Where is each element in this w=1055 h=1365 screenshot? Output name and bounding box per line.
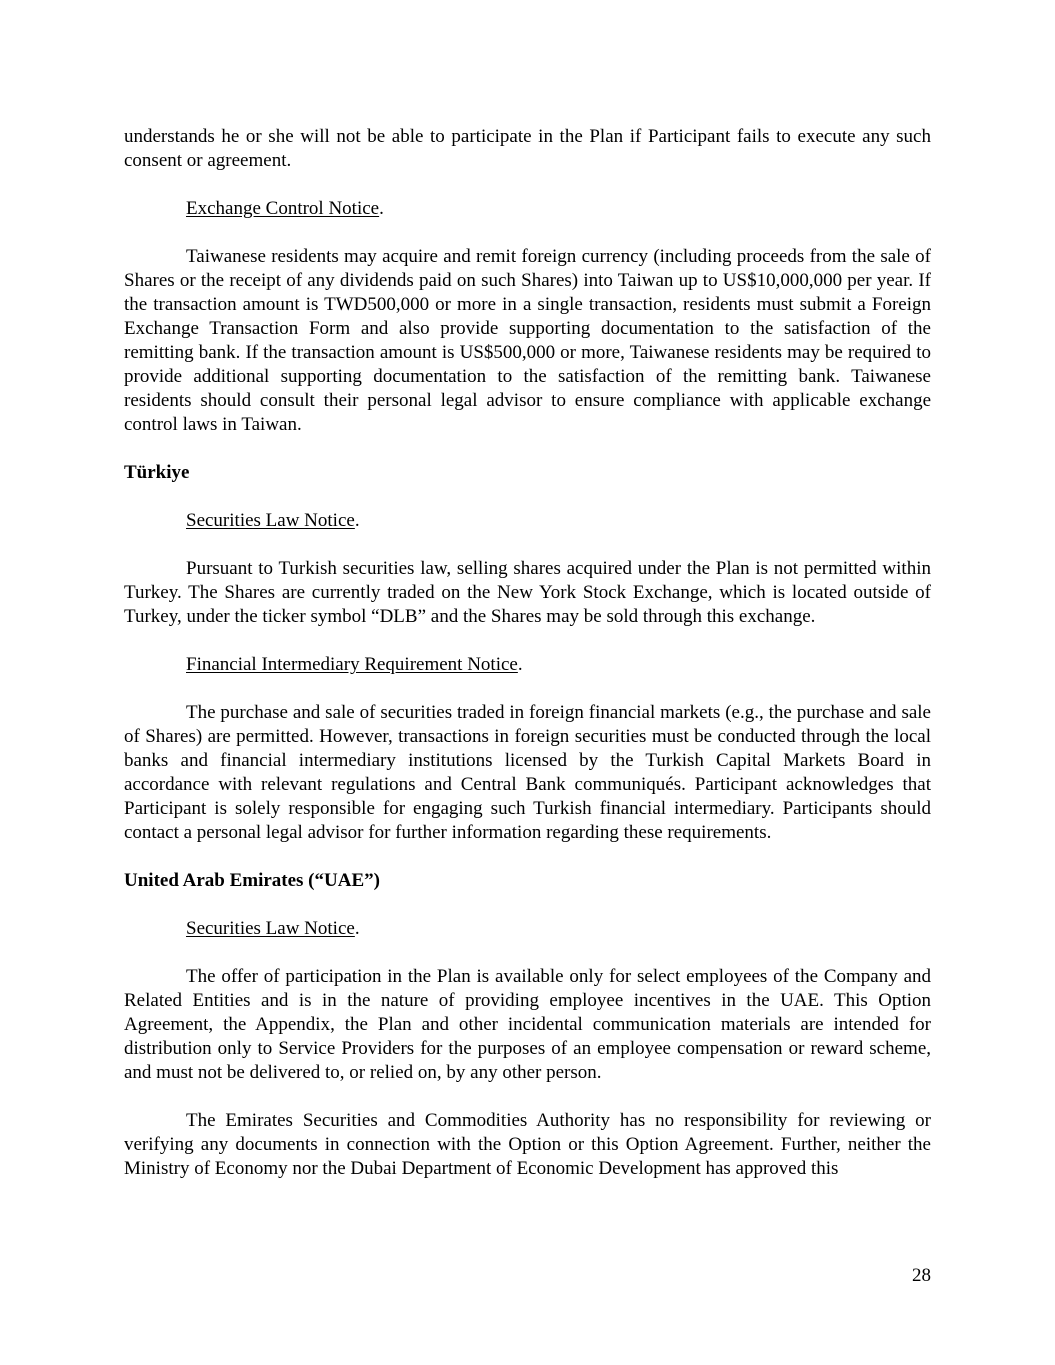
paragraph-continuation: understands he or she will not be able to participate in the Plan if Participant fails to execute any such consent or agreement.: [124, 126, 931, 171]
subheading-turkiye-securities-law-notice: [186, 509, 931, 533]
document-page: [124, 125, 931, 1205]
subheading-text: Securities Law Notice: [186, 918, 355, 939]
paragraph-taiwan-exchange-control: Taiwanese residents may acquire and remit foreign currency (including proceeds from the sale of Shares or the receipt of any dividends paid on such Shares) into Taiwan up to US$10,000,000 per year. If the transaction amount is TWD500,000 or more in a single transaction, residents must submit a Foreign Exchange Transaction Form and also provide supporting documentation to the satisfaction of the remitting bank. If the transaction amount is US$500,000 or more, Taiwanese residents may be required to provide additional supporting documentation to the satisfaction of the remitting bank. Taiwanese residents should consult their personal legal advisor to ensure compliance with applicable exchange control laws in Taiwan.: [124, 246, 931, 435]
paragraph-uae-offer: The offer of participation in the Plan is available only for select employees of the Company and Related Entities and is in the nature of providing employee incentives in the UAE. This Option Agreement, the Appendix, the Plan and other incidental communication materials are intended for distribution only to Service Providers for the purposes of an employee compensation or reward scheme, and must not be delivered to, or relied on, by any other person.: [124, 966, 931, 1083]
subheading-exchange-control-notice: [186, 197, 931, 221]
subheading-suffix: .: [517, 654, 523, 675]
paragraph-turkiye-securities-law: Pursuant to Turkish securities law, selling shares acquired under the Plan is not permitted within Turkey. The Shares are currently traded on the New York Stock Exchange, which is located outside of Turkey, under the ticker symbol “DLB” and the Shares may be sold through this exchange.: [124, 558, 931, 627]
heading-turkiye: Türkiye: [124, 462, 190, 483]
heading-uae: United Arab Emirates (“UAE”): [124, 870, 380, 891]
paragraph-financial-intermediary: The purchase and sale of securities traded in foreign financial markets (e.g., the purchase and sale of Shares) are permitted. However, transactions in foreign securities must be conducted through the local banks and financial intermediary institutions licensed by the Turkish Capital Markets Board in accordance with relevant regulations and Central Bank communiqués. Participant acknowledges that Participant is solely responsible for engaging such Turkish financial intermediary. Participants should contact a personal legal advisor for further information regarding these requirements.: [124, 702, 931, 843]
page-number: 28: [912, 1265, 931, 1286]
subheading-text: Financial Intermediary Requirement Notice: [186, 654, 518, 675]
subheading-financial-intermediary-notice: [186, 653, 931, 677]
paragraph-uae-authority: The Emirates Securities and Commodities Authority has no responsibility for reviewing or verifying any documents in connection with the Option or this Option Agreement. Further, neither the Ministry of Economy nor the Dubai Department of Economic Development has approved this: [124, 1110, 931, 1179]
subheading-suffix: .: [354, 918, 360, 939]
subheading-uae-securities-law-notice: [186, 917, 931, 941]
subheading-suffix: .: [379, 198, 384, 219]
subheading-suffix: .: [354, 510, 360, 531]
subheading-text: Securities Law Notice: [186, 510, 355, 531]
subheading-text: Exchange Control Notice: [186, 198, 380, 219]
